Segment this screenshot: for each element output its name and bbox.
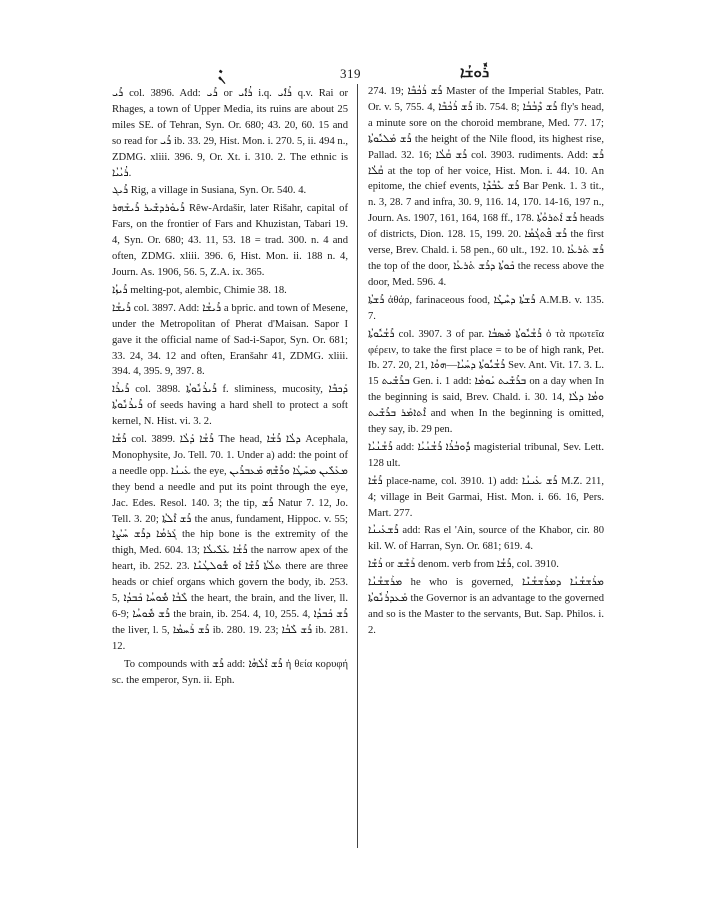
entry-governed [368,575,604,639]
running-head-right-word: ܪܽܘܫܳܐ [460,65,490,81]
entry-text: ܪܺܫܬܳܐ ἀθάρ, farinaceous food, ܪܺܫܬܳܐ ܕܚܶܛܶܐ A.M.B. v. 135. 7. [368,294,605,322]
entry-denom-verb [368,557,604,573]
entry-text: ܪܰܫܶܐ or ܪܰܫܶܫ denom. verb from ܪܺܫܳܐ, col. 3910. [368,559,559,571]
column-divider [357,84,358,848]
entry-text: ܪܺܝܘܰܪܕܫܺܝܪ ܪܺܝܫܰܗܪ Rêw-Ardašir, later Rišahr, capital of Fars, on the frontier of Fars and Khuzistan, Tabari 19. 4, Syn. Or. 680; 43. 11, 53. 18 = trad. 300. n. 4 and often, ZDMG. xliii. 396. 6, Hist. Mon. ii. 188 n. 4, Journ. As. 1906, 56. 5, Z.A. ix. 365. [112,203,348,278]
entry-rai [112,86,348,181]
entry-text: ܡܪܰܫܫܳܢܳܐ he who is governed, ܡܪܰܫܫܳܢܳܐ ܕܡܪܰܫܫܳܢܶܐ ܡܰܥܕܪܳܢܽܘܬܳܐ the Governor is an advantage to the governed and so is the Master to the servants, But. Sap. Philos. i. 2. [368,577,604,636]
entry-rew-ardasir [112,201,348,281]
entry-first-place [368,327,604,438]
entry-text: ܪܺܝܫܳܐ col. 3897. Add: ܪܺܝܫܳܐ a bpric. and town of Mesene, under the Metropolitan of Pherat d'Maisan. Sapor I gave it the official name of Sad-i-Sapor, Syn. Or. 681; 33. 24, 34. 12 and often, Eranšahr 41, ZDMG. xliii. 394. 4, 395. 9, 397. 8. [112,302,348,378]
entry-text: 274. 19; ܪܺܫ ܪܰܟܳܒܶܐ Master of the Imperial Stables, Patr. Or. v. 5, 755. 4, ܪܺܫ ܪܰܟܳܒܶܐ ib. 754. 8; ܪܺܫ ܕܶܒܳܒܳܐ fly's head, a minute sore on the choroid membrane, Med. 77. 17; ܪܺܫ ܡܰܠܝܽܘܬܳܐ the height of the Nile flood, its highest rise, Pallad. 32. 16; ܪܺܫ ܩܳܠܳܐ col. 3903. rudiments. Add: ܪܺܫ ܩܳܠܳܐ at the top of her voice, Hist. Mon. i. 44. 10. An epitome, the chief events, ܪܺܫ ܥܶܒܳܕܶܐ Bar Penk. 1. 3 tit., n. 3, 28. 7 and infra, 30. 9, 116. 14, 170. 14-16, 197 n., Journ. As. 1907, 161, 164, 168 ff., 178. ܪܺܫ ܐܰܬܪܘܳܬܳܐ heads of districts, Dion. 128. 15, 199. 20. ܪܺܫ ܦܶܬܓܳܡܳܐ the first verse, Brev. Chald. i. 58 pen., 60 ult., 192. 10. ܪܺܫ ܬܰܪܥܳܐ the top of the door, ܟܰܘܬܳܐ ܕܪܺܫ ܬܰܪܥܳܐ the recess above the door, Med. 596. 4. [368,86,604,288]
page-number: 319 [340,66,361,81]
running-head-left-letter: ܢܶ [218,68,226,83]
entry-text: ܪܺܫܳܐ col. 3899. ܪܺܫܳܐ ܕܰܠܳܐ The head, ܕܠܳܐ ܪܺܫܳܐ Acephala, Monophysite, Jo. Tell. 70. 1. Under a) add: the point of a needle opp. ܥܰܝܢܳܐ the eye, ܡܥܰܠܺܝܢ ܡܚܰܛܳܐ ܘܪܺܫܶܗ ܡܰܥܒܪܺܝܢ they bend a needle and put its point through the eye, Jac. Edes. Resol. 140. 3; the tip, ܪܺܫ Natur 7. 12, Jo. Tell. 3. 20; ܪܺܫ ܐܶܠܬܳܐ the anus, fundament, Hippoc. v. 55; ܓܰܪܡܳܐ ܕܪܺܫ ܚܰܨܳܐ the hip bone is the extremity of the thigh, Med. 604. 13; ܪܺܫܳܐ ܥܰܠܺܝܠܳܐ the narrow apex of the heart, ib. 252. 23. ܬܠܳܬܳܐ ܪܺܫܶܐ ܐܰܘ ܫܽܘܠܛܳܢܶܐ there are three heads or chief organs which govern the body, ib. 253. 5, ܠܶܒܳܐ ܡܽܘܚܳܐ ܟܰܒܕܳܐ the heart, the brain, and the liver, ll. 6-9; ܪܺܫ ܡܽܘܚܳܐ the brain, ib. 254. 4, 10, 255. 4, ܪܺܫ ܟܰܒܕܳܐ the liver, l. 5, ܪܺܫ ܪܰܚܡܳܐ ib. 280. 19. 23; ܪܺܫ ܠܶܒܳܐ ib. 281. 12. [112,434,349,652]
entry-text: ܪܺܝܓ Rig, a village in Susiana, Syn. Or. 540. 4. [112,185,307,197]
entry-sliminess [112,382,348,430]
entry-place-name [368,474,604,522]
entry-rig [112,183,348,199]
entry-text: To compounds with ܪܺܫ add: ܪܺܫ ܐܰܠܳܗܳܐ ἡ θεία κορυφή sc. the emperor, Syn. ii. Eph. [112,658,349,686]
right-column [368,84,604,641]
entry-melting-pot [112,283,348,299]
entry-the-head [112,432,348,655]
entry-text: ܪܺܫܥܰܝܢܳܐ add: Ras el 'Ain, source of the Khabor, cir. 80 kil. W. of Harran, Syn. Or. 681; 619. 4. [368,525,604,553]
entry-text: ܪܺܫܳܐ place-name, col. 3910. 1) add: ܪܺܫ ܥܰܝܢܳܐ M.Z. 211, 4; village in Beit Garmai, Hist. Mon. i. 66. 16, Pers. Mart. 277. [368,475,604,519]
left-column [112,86,348,691]
entry-text: ܪܺܝܙܳܐ melting-pot, alembic, Chimie 38. 18. [112,284,287,296]
entry-magisterial-tribunal [368,440,604,472]
entry-farinaceous-food [368,293,604,325]
entry-text: ܪܺܫܳܢܳܝܳܐ add: ܕܽܘܒܳܪܳܐ ܪܺܫܳܢܳܝܳܐ magisterial tribunal, Sev. Lett. 128 ult. [368,441,604,469]
entry-compounds [112,657,348,689]
entry-text: ܪܺܝ col. 3896. Add: ܪܺܝ or ܪܳܐܺܝ i.q. ܪܳܐܺܝ q.v. Rai or Rhages, a town of Upper Media, its ruins are about 25 miles SE. of Tehran, Syn. Or. 680; 43. 20, 60. 15 and so read for ܪܺܝ ib. 33. 29, Hist. Mon. i. 270. 5, ii. 494 n., ZDMG. xliii. 396. 9, Or. Xt. i. 310. 2. The ethnic is ܪܳܝܳܝܳܐ. [112,88,349,179]
entry-text: ܪܺܫܳܝܽܘܬܳܐ col. 3907. 3 of par. ܪܺܫܳܝܽܘܬܳܐ ܡܰܣܒܳܐ ὁ τὰ πρωτεῖα φέρειν, to take the first place = to be of high rank, Pet. Ib. 27. 20, 21, ܪܺܫܳܝܽܘܬܳܐ ܕܚܰܝܳܐ—ܗܘܳܐ Sev. Ant. Vit. 17. 3. L. 15 ܒܪܺܫܺܝܬ Gen. i. 1 add: ܒܪܺܫܺܝܬ ܝܰܘܡܳܐ on a day when In the beginning is said, Brev. Chald. i. 30. 14, ܘܡܳܐ ܕܠܳܐ ܐܶܬܐܡܰܪ ܒܪܺܫܺܝܬ and when In the beginning is omitted, they say, ib. 29 pen. [368,328,605,436]
entry-bpric-mesene [112,301,348,381]
entry-text: ܪܺܝܪܳܐ col. 3898. ܪܺܝܪܳܢܽܘܬܳܐ f. sliminess, mucosity, ܕܰܟܒܶܐ ܪܺܝܪܳܢܽܘܬܳܐ of seeds having a hard shell to protect a soft kernel, N. Hist. vi. 3. 2. [112,384,348,428]
entry-master-stables [368,84,604,291]
entry-ras-el-ain [368,523,604,555]
